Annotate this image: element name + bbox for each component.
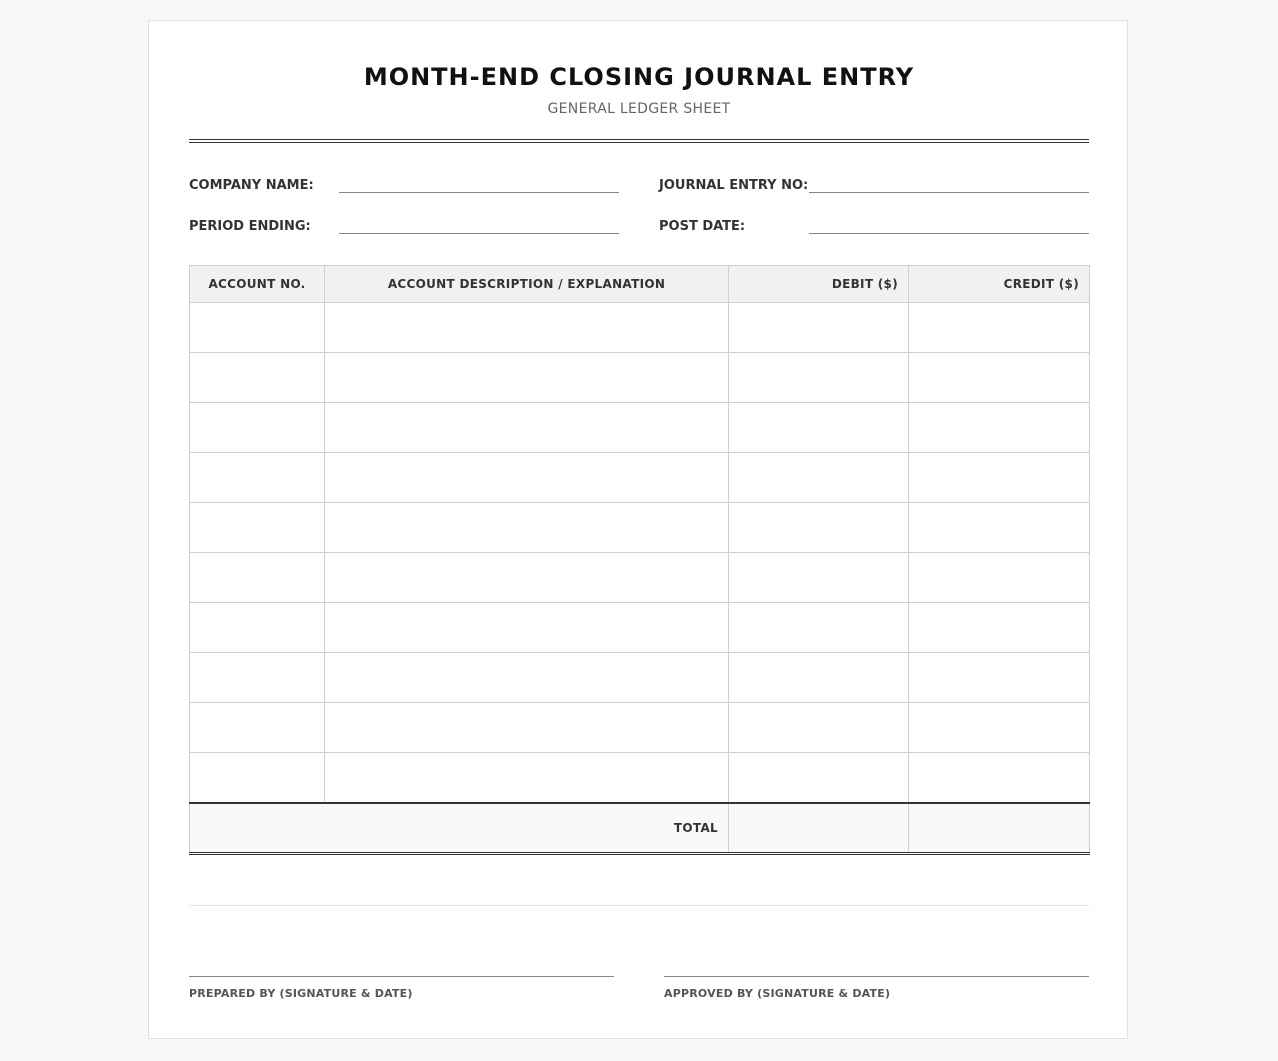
table-row <box>190 303 1090 353</box>
page-title: MONTH-END CLOSING JOURNAL ENTRY <box>363 63 915 91</box>
account-no-cell[interactable] <box>190 353 325 403</box>
post-date-field[interactable] <box>809 214 1089 234</box>
debit-cell[interactable] <box>729 403 909 453</box>
credit-cell[interactable] <box>909 553 1090 603</box>
description-cell[interactable] <box>325 353 729 403</box>
journal-entry-table <box>189 265 1090 855</box>
account-no-cell[interactable] <box>190 753 325 804</box>
approved-by-signature-line[interactable] <box>664 976 1089 977</box>
credit-cell[interactable] <box>909 403 1090 453</box>
table-row <box>190 353 1090 403</box>
credit-cell[interactable] <box>909 603 1090 653</box>
column-header-debit: DEBIT ($) <box>729 266 909 303</box>
column-header-credit: CREDIT ($) <box>909 266 1090 303</box>
credit-cell[interactable] <box>909 753 1090 804</box>
column-header-account-no: ACCOUNT NO. <box>190 266 325 303</box>
table-row <box>190 653 1090 703</box>
debit-cell[interactable] <box>729 653 909 703</box>
description-cell[interactable] <box>325 603 729 653</box>
total-credit-cell[interactable] <box>909 803 1090 854</box>
journal-entry-no-field[interactable] <box>809 173 1089 193</box>
credit-cell[interactable] <box>909 353 1090 403</box>
table-row <box>190 553 1090 603</box>
account-no-cell[interactable] <box>190 303 325 353</box>
prepared-by-label: PREPARED BY (SIGNATURE & DATE) <box>189 987 413 1000</box>
account-no-cell[interactable] <box>190 453 325 503</box>
account-no-cell[interactable] <box>190 553 325 603</box>
table-row <box>190 453 1090 503</box>
table-row <box>190 753 1090 804</box>
total-row <box>190 803 1090 854</box>
period-ending-field[interactable] <box>339 214 619 234</box>
table-row <box>190 603 1090 653</box>
credit-cell[interactable] <box>909 453 1090 503</box>
total-debit-cell[interactable] <box>729 803 909 854</box>
account-no-cell[interactable] <box>190 703 325 753</box>
period-ending-label: PERIOD ENDING: <box>189 219 311 234</box>
description-cell[interactable] <box>325 503 729 553</box>
credit-cell[interactable] <box>909 703 1090 753</box>
description-cell[interactable] <box>325 403 729 453</box>
debit-cell[interactable] <box>729 703 909 753</box>
description-cell[interactable] <box>325 753 729 804</box>
post-date-label: POST DATE: <box>659 219 746 234</box>
debit-cell[interactable] <box>729 453 909 503</box>
debit-cell[interactable] <box>729 553 909 603</box>
debit-cell[interactable] <box>729 303 909 353</box>
page-subtitle: GENERAL LEDGER SHEET <box>547 101 731 117</box>
account-no-cell[interactable] <box>190 503 325 553</box>
account-no-cell[interactable] <box>190 653 325 703</box>
debit-cell[interactable] <box>729 753 909 804</box>
table-header-row <box>190 266 1090 303</box>
column-header-description: ACCOUNT DESCRIPTION / EXPLANATION <box>325 266 729 303</box>
table-row <box>190 503 1090 553</box>
table-row <box>190 703 1090 753</box>
total-label: TOTAL <box>190 803 729 854</box>
description-cell[interactable] <box>325 553 729 603</box>
credit-cell[interactable] <box>909 303 1090 353</box>
signature-section-divider <box>189 905 1089 906</box>
debit-cell[interactable] <box>729 603 909 653</box>
account-no-cell[interactable] <box>190 603 325 653</box>
approved-by-label: APPROVED BY (SIGNATURE & DATE) <box>664 987 891 1000</box>
description-cell[interactable] <box>325 653 729 703</box>
debit-cell[interactable] <box>729 503 909 553</box>
credit-cell[interactable] <box>909 653 1090 703</box>
header-double-rule <box>189 139 1089 143</box>
debit-cell[interactable] <box>729 353 909 403</box>
account-no-cell[interactable] <box>190 403 325 453</box>
journal-entry-no-label: JOURNAL ENTRY NO: <box>659 178 809 193</box>
company-name-field[interactable] <box>339 173 619 193</box>
description-cell[interactable] <box>325 303 729 353</box>
prepared-by-signature-line[interactable] <box>189 976 614 977</box>
ledger-sheet <box>148 20 1128 1039</box>
table-body <box>190 303 1090 804</box>
company-name-label: COMPANY NAME: <box>189 178 314 193</box>
credit-cell[interactable] <box>909 503 1090 553</box>
table-row <box>190 403 1090 453</box>
description-cell[interactable] <box>325 453 729 503</box>
description-cell[interactable] <box>325 703 729 753</box>
